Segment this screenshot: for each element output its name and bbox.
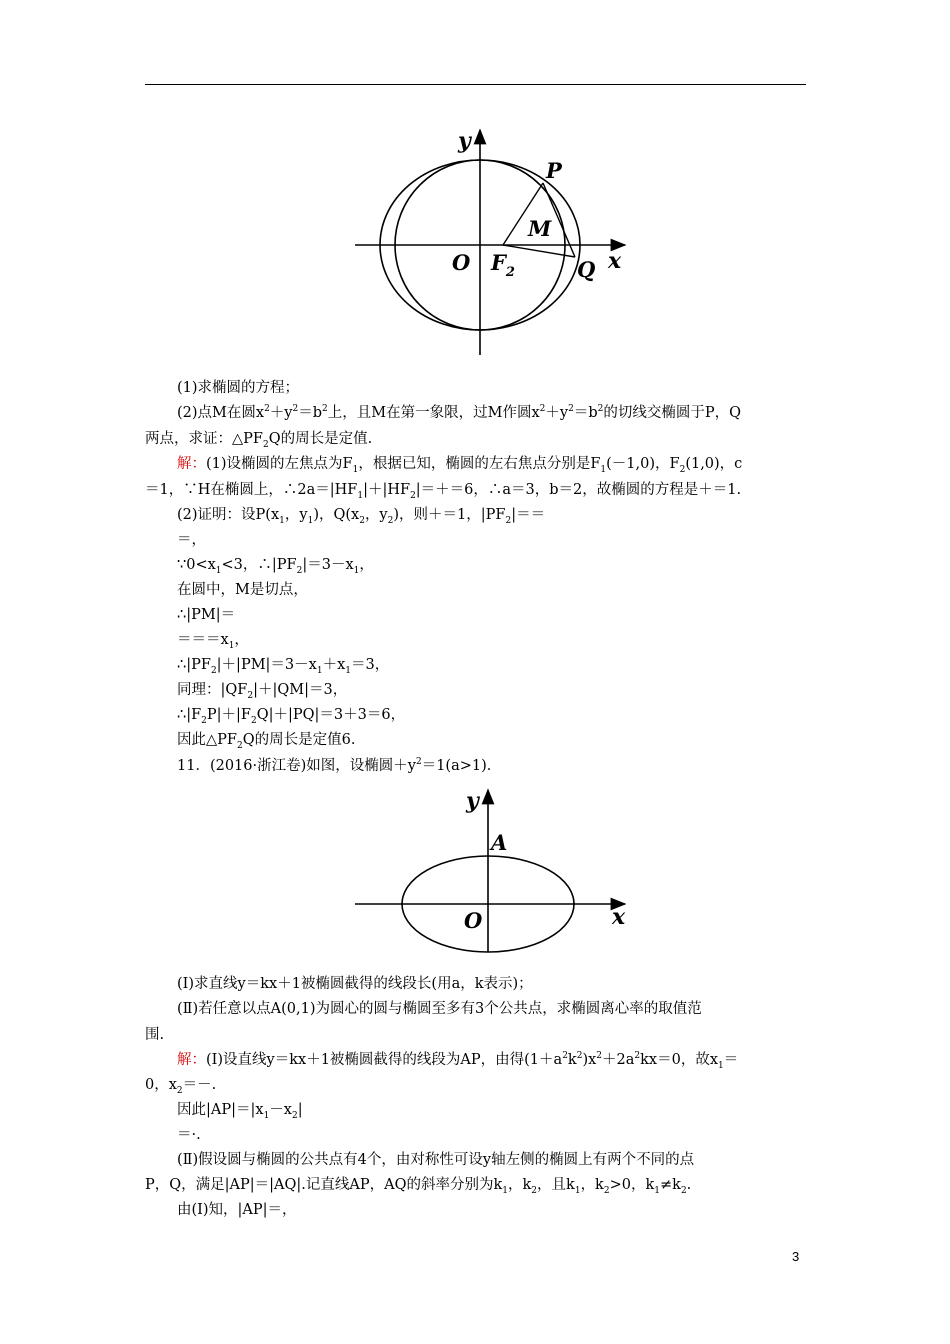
solution-11-line1: 解：(Ⅰ)设直线y＝kx＋1被椭圆截得的线段为AP，由得$(1+a^2k^2)x^2+2a^2kx=0$，故$x_1=$	[177, 1051, 739, 1071]
solution-1-line6: 在圆中，M是切点，	[177, 582, 308, 598]
problem-11-question-2-line2: 围.	[145, 1027, 165, 1043]
figure-ellipse-tangent	[340, 120, 640, 360]
solution-11-line6: P，Q，满足|AP|＝|AQ|.记直线AP，AQ的斜率分别为$k_1$，$k_2$，且$k_1$，$k_2>0$，$k_1\ne k_2$.	[145, 1177, 692, 1196]
solution-11-line3: 因此$|AP|=|x_1-x_2|$	[177, 1102, 303, 1121]
label-f2: $F_2$	[491, 250, 515, 280]
solution-11-line2: 0，$x_2=-$.	[145, 1077, 217, 1096]
label-y: y	[466, 788, 479, 814]
label-p: P	[546, 158, 562, 183]
label-y: y	[458, 128, 471, 154]
label-m: M	[528, 216, 552, 241]
header-rule	[145, 84, 806, 85]
page-number: 3	[792, 1249, 800, 1264]
solution-1-line1: 解：(1)设椭圆的左焦点为$F_1$，根据已知，椭圆的左右焦点分别是$F_1(-1,0)$，$F_2(1,0)$，c	[177, 456, 743, 475]
solution-1-line5: $\because 0<x_1<3$，$\therefore|PF_2|=3-x_1$，	[177, 557, 374, 576]
label-q: Q	[577, 257, 596, 282]
solution-1-line11: $\therefore|F_2P|+|F_2Q|+|PQ|=3+3=6$，	[177, 707, 406, 726]
question-2-line1: (2)点M在圆$x^2+y^2=b^2$上，且M在第一象限，过M作圆$x^2+y^2=b^2$的切线交椭圆于P，Q	[177, 404, 742, 421]
solution-label: 解：	[177, 456, 206, 472]
question-1: (1)求椭圆的方程；	[177, 380, 300, 396]
question-2-line2: 两点，求证：$\triangle PF_2Q$的周长是定值.	[145, 431, 373, 450]
solution-1-line10: 同理：$|QF_2|+|QM|=3$，	[177, 682, 348, 701]
problem-11-question-1: (Ⅰ)求直线y＝kx＋1被椭圆截得的线段长(用a，k表示)；	[177, 976, 533, 992]
solution-11-line7: 由(Ⅰ)知，|AP|＝，	[177, 1202, 297, 1218]
figure-ellipse-a	[350, 780, 640, 955]
label-x: x	[608, 248, 622, 274]
problem-11-heading: 11．(2016·浙江卷)如图，设椭圆$+y^2=1(a>1)$．	[177, 757, 502, 774]
solution-1-line2: ＝1，∵H在椭圆上，$\therefore 2a=|HF_1|+|HF_2|=+=6$，∴a＝3，b＝2，故椭圆的方程是＋＝1.	[145, 482, 742, 501]
problem-11-question-2-line1: (Ⅱ)若任意以点A(0,1)为圆心的圆与椭圆至多有3个公共点，求椭圆离心率的取值范	[177, 1001, 702, 1017]
solution-11-line4: ＝·.	[177, 1127, 201, 1143]
label-a: A	[491, 830, 508, 855]
solution-1-line3: (2)证明：设$P(x_1$，$y_1$)，$Q(x_2$，$y_2$)，则＋＝1，$|PF_2|==$	[177, 507, 546, 526]
label-o: O	[464, 908, 483, 933]
solution-label: 解：	[177, 1052, 206, 1068]
solution-1-line12: 因此$\triangle PF_2Q$的周长是定值6.	[177, 732, 356, 751]
solution-1-line4: ＝，	[177, 532, 206, 548]
solution-1-line8: $===x_1$，	[177, 632, 249, 651]
solution-1-line9: $\therefore|PF_2|+|PM|=3-x_1+x_1=3$，	[177, 657, 390, 676]
label-x: x	[612, 904, 626, 930]
label-o: O	[452, 250, 471, 275]
solution-1-line7: ∴|PM|＝	[177, 607, 236, 623]
solution-11-line5: (Ⅱ)假设圆与椭圆的公共点有4个，由对称性可设y轴左侧的椭圆上有两个不同的点	[177, 1152, 695, 1168]
